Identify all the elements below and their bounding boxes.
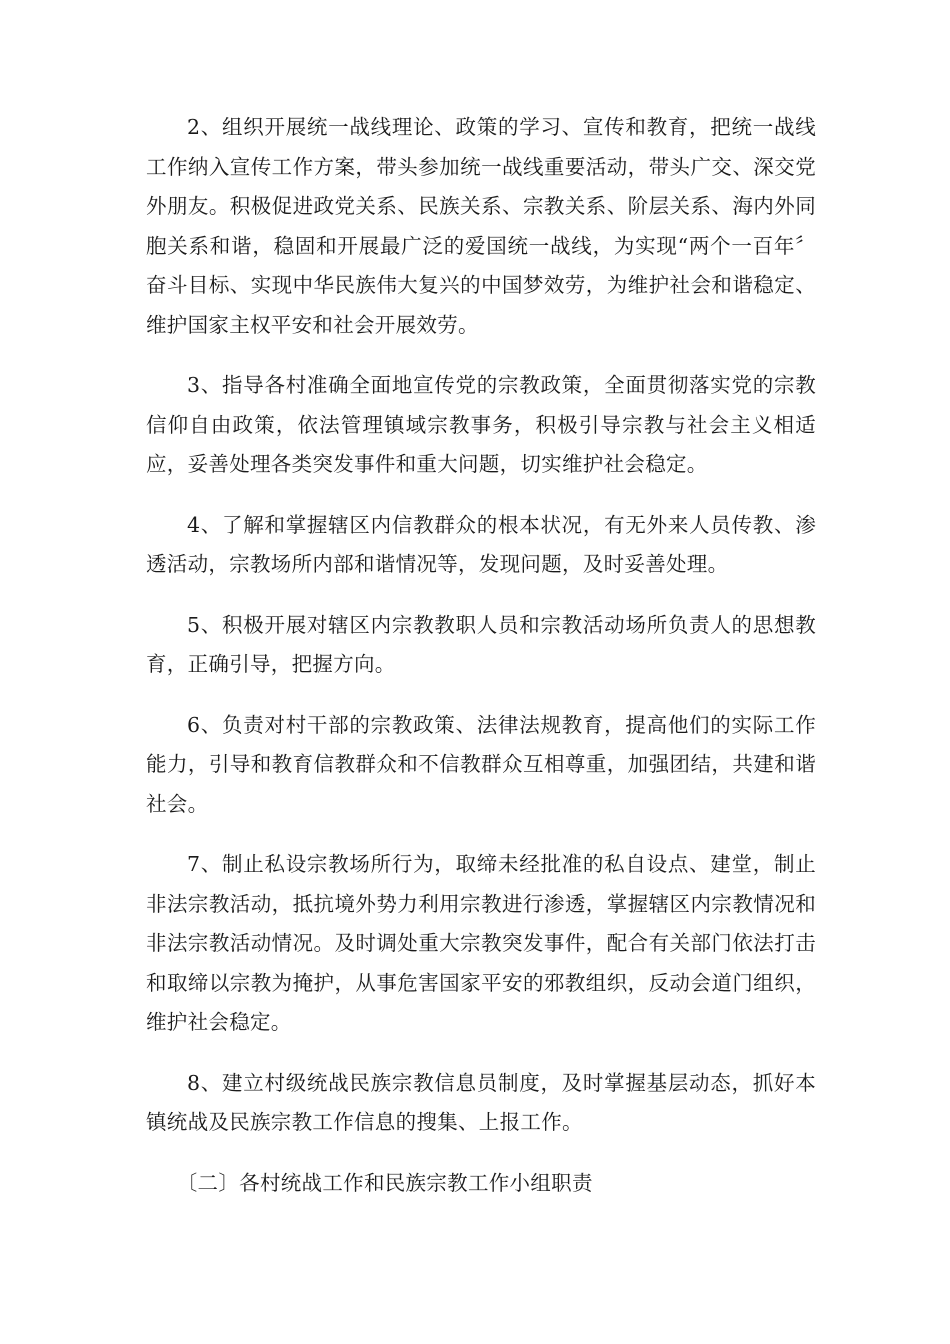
- section-heading: 〔二〕各村统战工作和民族宗教工作小组职责: [176, 1170, 593, 1195]
- paragraph-item-3: 3、指导各村准确全面地宣传党的宗教政策，全面贯彻落实党的宗教信仰自由政策，依法管理镇域宗教事务，积极引导宗教与社会主义相适应，妥善处理各类突发事件和重大问题，切实维护社会稳定。: [146, 373, 816, 476]
- paragraph-item-5: 5、积极开展对辖区内宗教教职人员和宗教活动场所负责人的思想教育，正确引导，把握方向。: [146, 612, 816, 676]
- document-body: [146, 108, 816, 1203]
- paragraph-item-8: 8、建立村级统战民族宗教信息员制度，及时掌握基层动态，抓好本镇统战及民族宗教工作信息的搜集、上报工作。: [146, 1070, 816, 1134]
- paragraph-item-2: 2、组织开展统一战线理论、政策的学习、宣传和教育，把统一战线工作纳入宣传工作方案，带头参加统一战线重要活动，带头广交、深交党外朋友。积极促进政党关系、民族关系、宗教关系、阶层关系、海内外同胞关系和谐，稳固和开展最广泛的爱国统一战线，为实现“两个一百年〞奋斗目标、实现中华民族伟大复兴的中国梦效劳，为维护社会和谐稳定、维护国家主权平安和社会开展效劳。: [146, 115, 816, 337]
- paragraph-item-7: 7、制止私设宗教场所行为，取缔未经批准的私自设点、建堂，制止非法宗教活动，抵抗境外势力利用宗教进行渗透，掌握辖区内宗教情况和非法宗教活动情况。及时调处重大宗教突发事件，配合有关部门依法打击和取缔以宗教为掩护，从事危害国家平安的邪教组织，反动会道门组织，维护社会稳定。: [146, 852, 816, 1034]
- paragraph-item-6: 6、负责对村干部的宗教政策、法律法规教育，提高他们的实际工作能力，引导和教育信教群众和不信教群众互相尊重，加强团结，共建和谐社会。: [146, 712, 816, 816]
- paragraph-item-4: 4、了解和掌握辖区内信教群众的根本状况，有无外来人员传教、渗透活动，宗教场所内部和谐情况等，发现问题，及时妥善处理。: [146, 512, 816, 576]
